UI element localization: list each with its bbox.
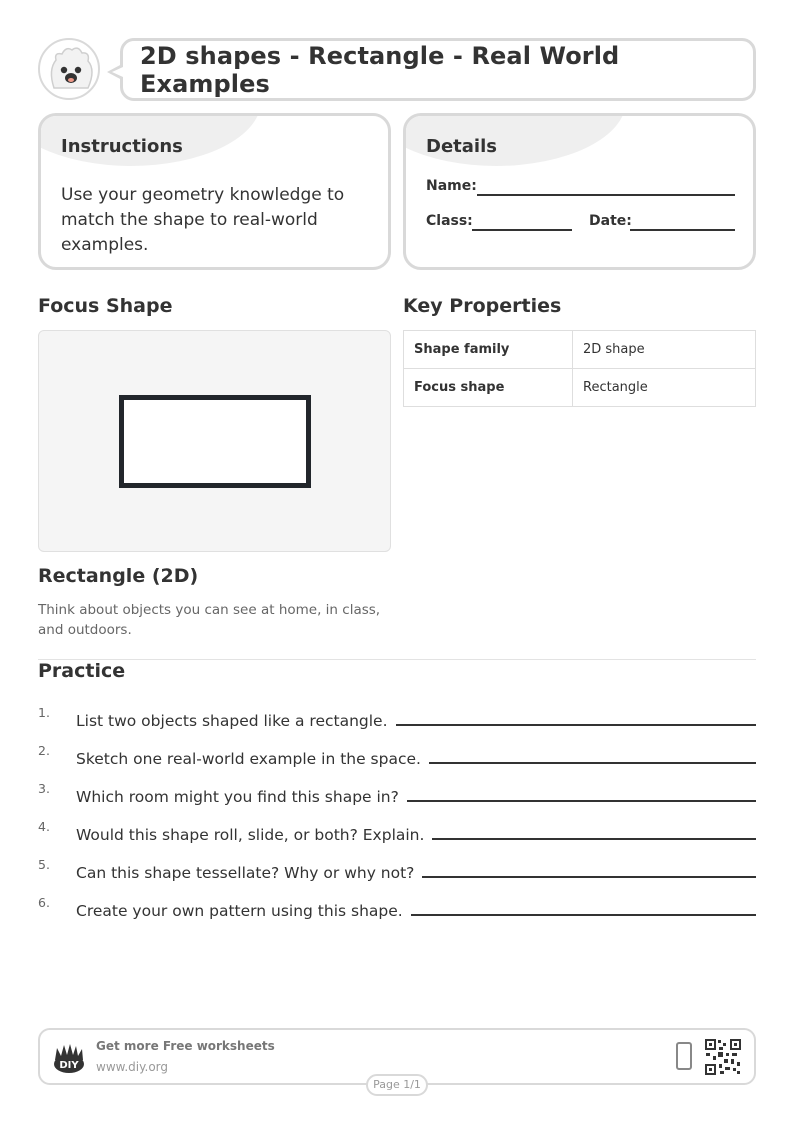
question-item — [38, 742, 756, 768]
question-text: List two objects shaped like a rectangle. — [76, 712, 388, 730]
table-row — [404, 331, 756, 369]
question-number: 5. — [38, 857, 50, 872]
question-text: Sketch one real-world example in the space. — [76, 750, 421, 768]
diy-logo-icon[interactable] — [52, 1040, 86, 1074]
answer-line[interactable] — [429, 762, 756, 764]
question-item — [38, 856, 756, 882]
details-card — [403, 113, 756, 270]
property-value: 2D shape — [573, 331, 756, 369]
name-field[interactable] — [477, 194, 735, 196]
qr-code-icon — [704, 1038, 742, 1076]
details-title: Details — [426, 136, 497, 157]
page-title: 2D shapes - Rectangle - Real World Examples — [140, 41, 620, 98]
question-item — [38, 704, 756, 730]
focus-shape-panel — [38, 330, 391, 552]
question-item — [38, 780, 756, 806]
instructions-text: Use your geometry knowledge to match the shape to real-world examples. — [61, 185, 345, 255]
answer-line[interactable] — [432, 838, 756, 840]
class-field[interactable] — [472, 229, 572, 231]
phone-icon — [676, 1042, 692, 1070]
footer-url[interactable]: www.diy.org — [96, 1060, 168, 1074]
footer-promo: Get more Free worksheets — [96, 1039, 275, 1053]
question-number: 1. — [38, 705, 50, 720]
answer-line[interactable] — [422, 876, 756, 878]
instructions-title: Instructions — [61, 136, 183, 157]
key-properties-heading: Key Properties — [403, 295, 562, 317]
question-item — [38, 818, 756, 844]
shape-name: Rectangle (2D) — [38, 565, 199, 587]
rectangle-shape — [119, 395, 311, 488]
shape-caption: Think about objects you can see at home, in class, and outdoors. — [38, 602, 381, 638]
properties-table — [403, 330, 756, 407]
property-key: Focus shape — [404, 369, 573, 407]
question-text: Can this shape tessellate? Why or why not? — [76, 864, 415, 882]
question-number: 4. — [38, 819, 50, 834]
answer-line[interactable] — [411, 914, 756, 916]
question-text: Which room might you find this shape in? — [76, 788, 399, 806]
question-item — [38, 894, 756, 920]
practice-heading: Practice — [38, 660, 126, 682]
date-field[interactable] — [630, 229, 735, 231]
question-text: Would this shape roll, slide, or both? Explain. — [76, 826, 425, 844]
title-box — [120, 38, 756, 101]
instructions-card — [38, 113, 391, 270]
question-number: 3. — [38, 781, 50, 796]
mascot-icon — [38, 38, 100, 100]
focus-shape-heading: Focus Shape — [38, 295, 173, 317]
property-value: Rectangle — [573, 369, 756, 407]
class-label: Class: — [426, 213, 473, 229]
question-number: 6. — [38, 895, 50, 910]
question-text: Create your own pattern using this shape. — [76, 902, 403, 920]
divider — [38, 659, 756, 660]
date-label: Date: — [589, 213, 632, 229]
property-key: Shape family — [404, 331, 573, 369]
answer-line[interactable] — [407, 800, 756, 802]
answer-line[interactable] — [396, 724, 756, 726]
table-row — [404, 369, 756, 407]
name-label: Name: — [426, 178, 477, 194]
question-number: 2. — [38, 743, 50, 758]
page-number: Page 1/1 — [366, 1074, 428, 1096]
svg-text:DIY: DIY — [59, 1060, 79, 1071]
